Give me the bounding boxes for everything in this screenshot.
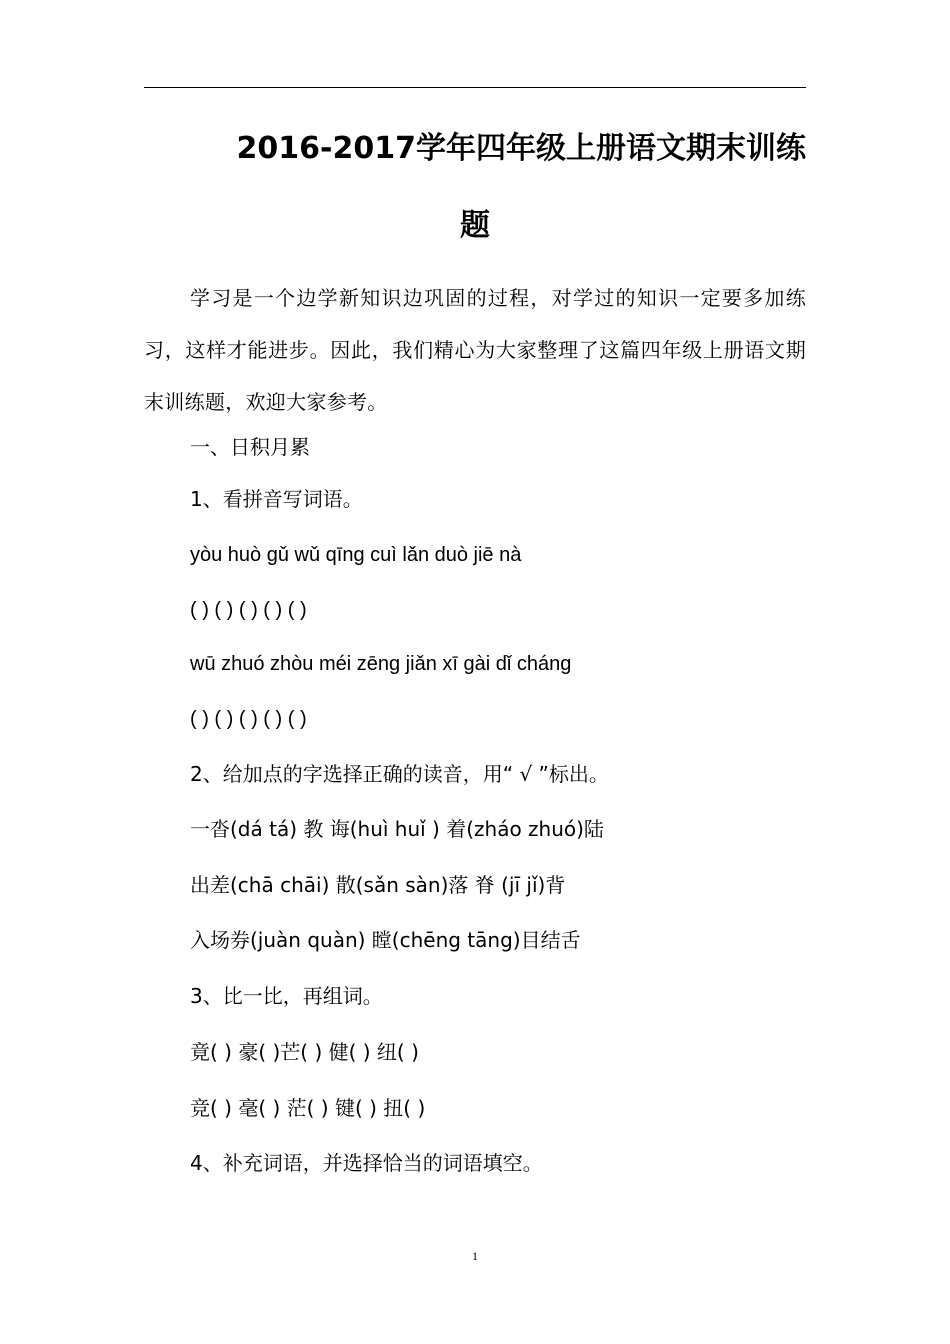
section-heading: 一、日积月累 — [190, 435, 310, 459]
question-3-heading: 3、比一比，再组词。 — [190, 984, 383, 1008]
pronunciation-row-2: 出差(chā chāi) 散(sǎn sàn)落 脊 (jī jǐ)背 — [190, 873, 566, 897]
question-1-heading: 1、看拼音写词语。 — [190, 487, 363, 511]
header-rule — [144, 87, 806, 88]
question-4-heading: 4、补充词语，并选择恰当的词语填空。 — [190, 1151, 543, 1175]
pronunciation-row-1: 一沓(dá tá) 教 诲(huì huǐ ) 着(zháo zhuó)陆 — [190, 817, 604, 841]
compare-row-1: 竟( ) 豪( )芒( ) 健( ) 纽( ) — [190, 1040, 419, 1064]
question-2-heading: 2、给加点的字选择正确的读音，用“ √ ”标出。 — [190, 762, 609, 786]
document-title-line-1: 2016-2017学年四年级上册语文期末训练 — [236, 131, 806, 166]
pronunciation-row-3: 入场券(juàn quàn) 瞠(chēng tāng)目结舌 — [190, 928, 581, 952]
pinyin-row-2: wū zhuó zhòu méi zēng jiǎn xī gài dǐ cháng — [190, 653, 572, 675]
blank-row-1: ( ) ( ) ( ) ( ) ( ) — [190, 599, 307, 621]
pinyin-row-1: yòu huò gǔ wǔ qīng cuì lǎn duò jiē nà — [190, 544, 522, 566]
blank-row-2: ( ) ( ) ( ) ( ) ( ) — [190, 708, 307, 730]
page-number: 1 — [472, 1249, 478, 1263]
compare-row-2: 竞( ) 毫( ) 茫( ) 键( ) 扭( ) — [190, 1096, 426, 1120]
document-title-line-2: 题 — [460, 208, 490, 243]
intro-paragraph: 学习是一个边学新知识边巩固的过程，对学过的知识一定要多加练习，这样才能进步。因此，我们精心为大家整理了这篇四年级上册语文期末训练题，欢迎大家参考。 — [144, 286, 806, 414]
